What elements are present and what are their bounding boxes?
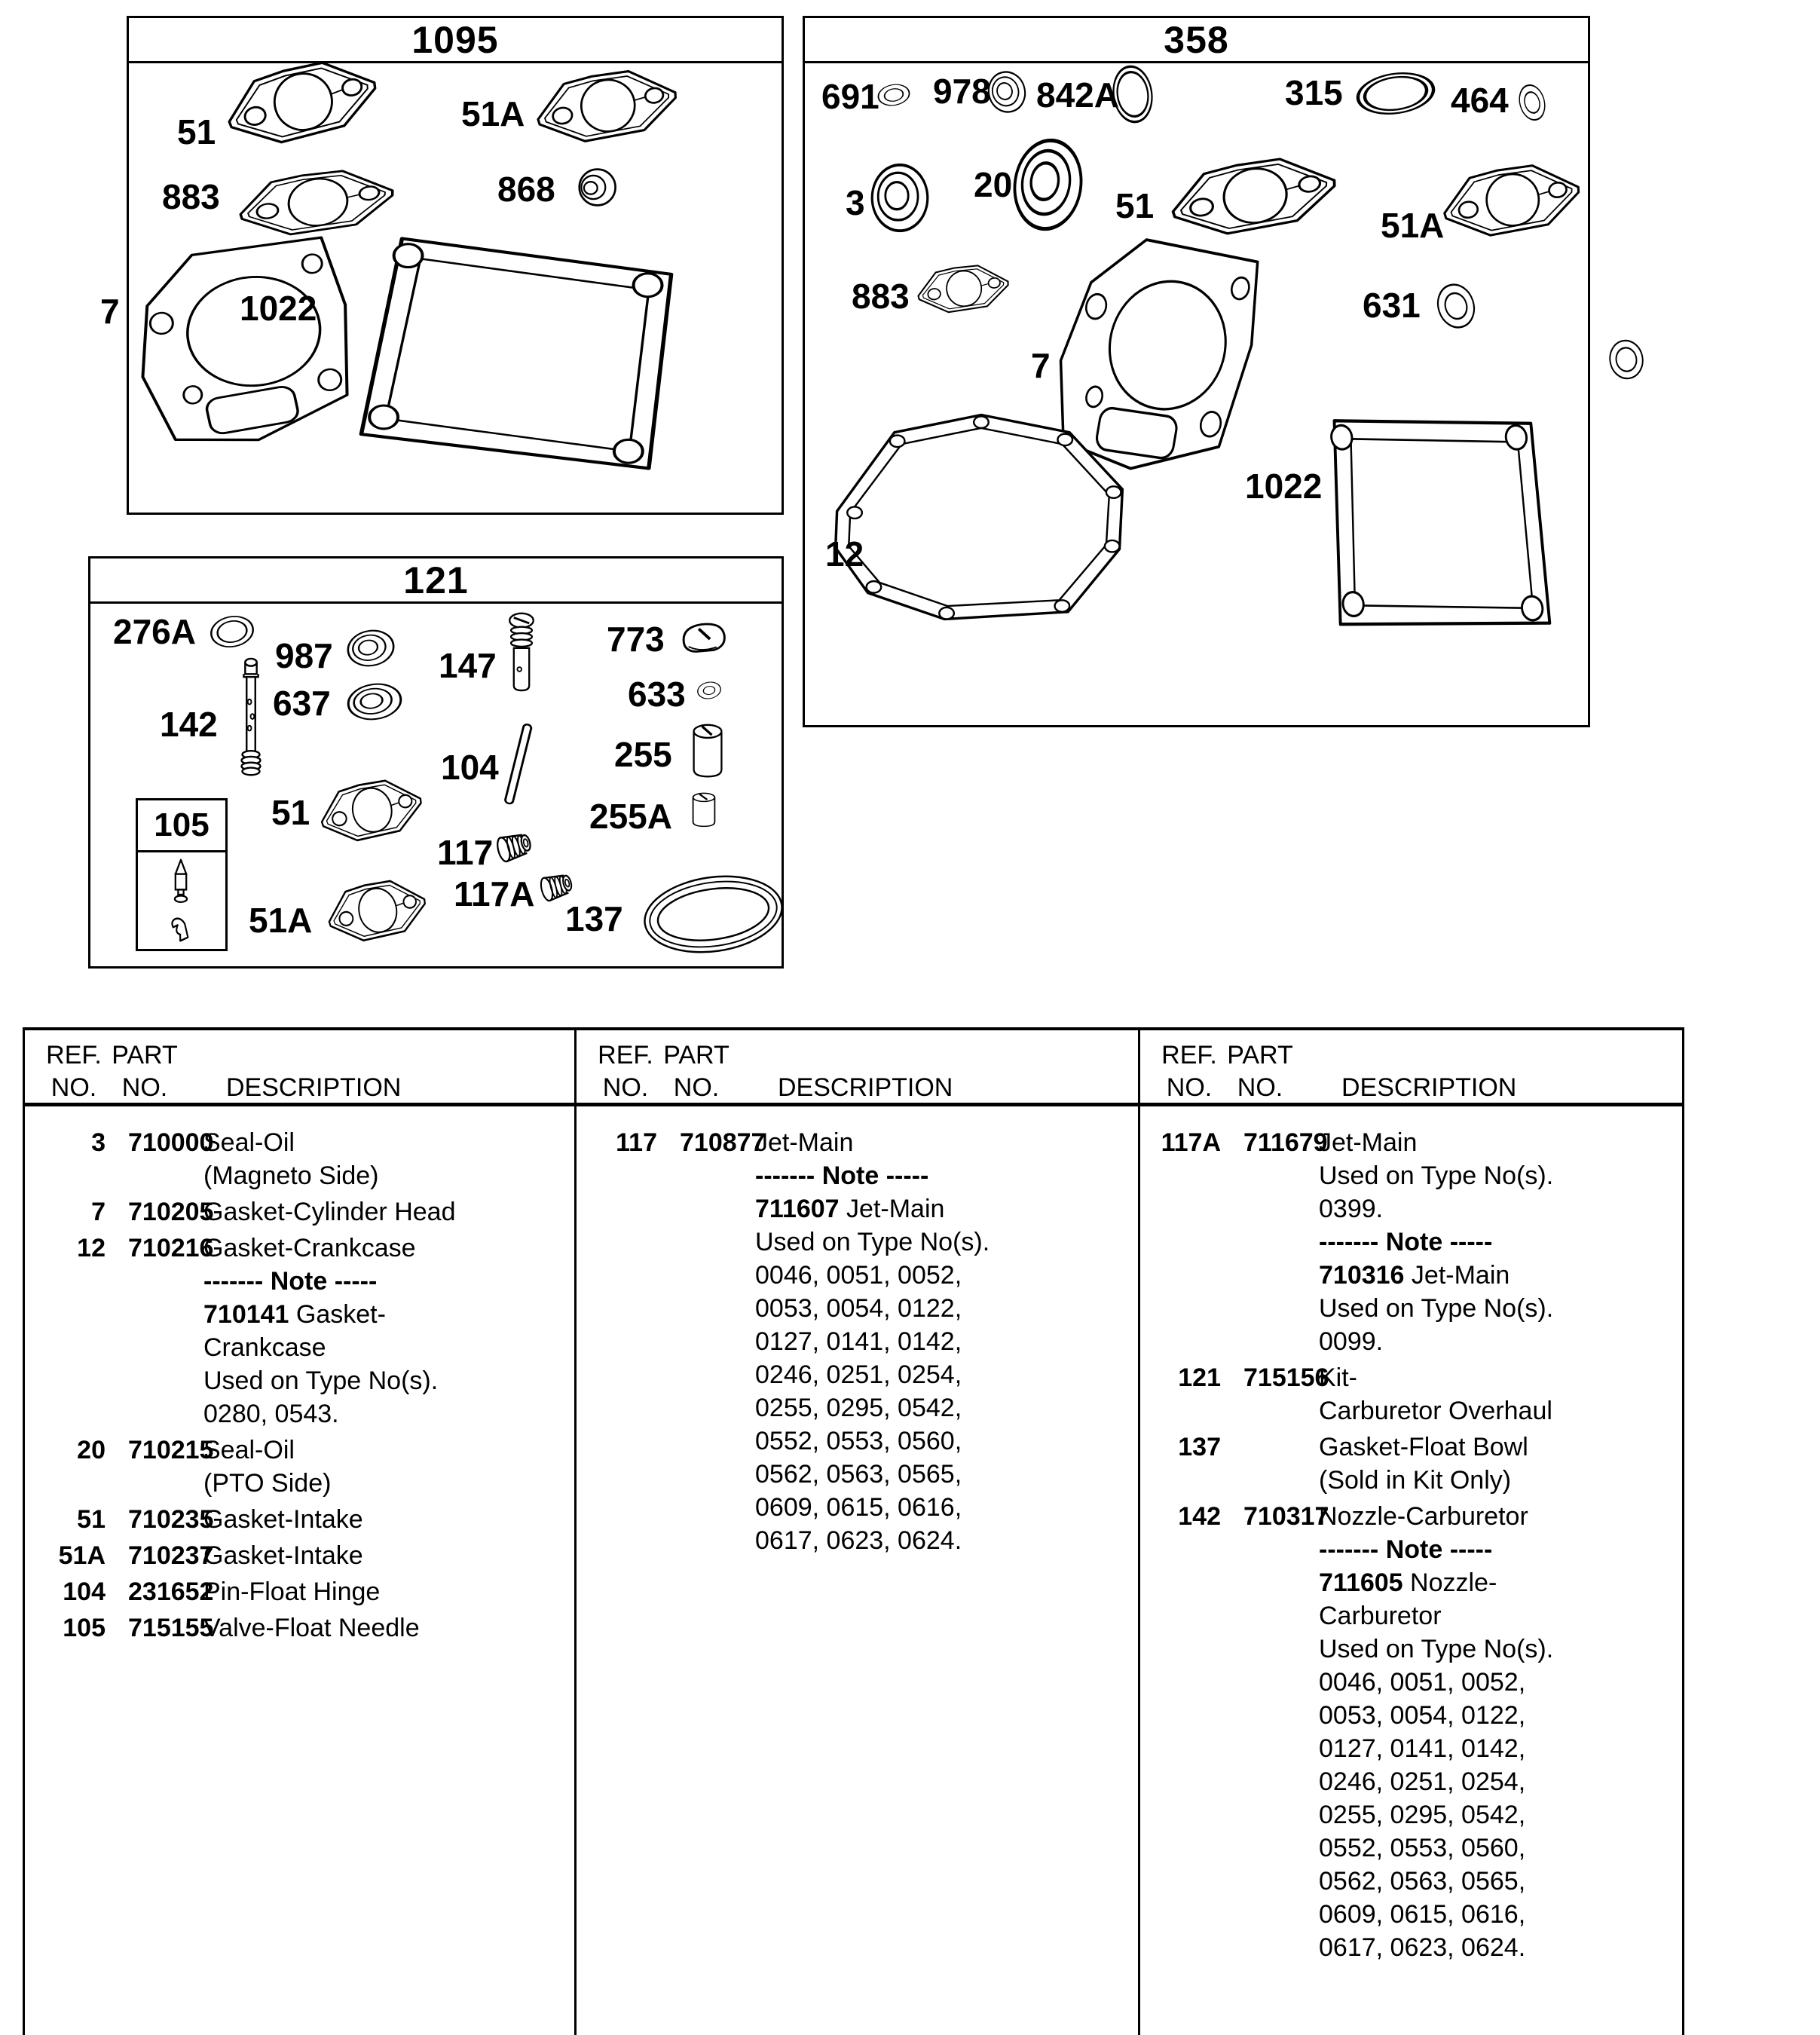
description-line [1319,1396,1552,1426]
part-ref-label: 633 [628,675,686,714]
part-ref-label: 7 [1031,346,1051,385]
description-segment: Gasket-Crankcase [203,1234,416,1262]
description-line [755,1128,853,1158]
ref-no-cell: 51A [58,1541,106,1570]
ring-illustration [1430,277,1482,335]
description-line [203,1233,416,1263]
description-line [1319,1501,1528,1532]
part-ref-label: 20 [974,165,1013,204]
description-line [755,1293,962,1324]
table-top-border [23,1027,1684,1030]
table-header-separator [23,1103,1684,1106]
oring-illustration [635,864,791,965]
description-line [1319,1161,1553,1191]
description-line [1319,1194,1383,1224]
description-line [1319,1227,1492,1257]
ref-no-cell: 3 [91,1128,106,1157]
description-line [1319,1432,1528,1462]
description-line [1319,1260,1510,1290]
description-segment: ------- Note ----- [755,1161,929,1190]
part-ref-label: 117A [454,874,535,913]
header-ref-no: NO. [1166,1073,1213,1102]
description-line [203,1128,295,1158]
part-ref-label: 868 [497,170,555,209]
description-segment: 0046, 0051, 0052, [755,1261,962,1290]
description-segment: 710141 [203,1300,289,1329]
header-description: DESCRIPTION [1341,1073,1517,1102]
description-segment: 0046, 0051, 0052, [1319,1668,1526,1697]
description-segment: Gasket-Cylinder Head [203,1198,456,1226]
figure-title: 1095 [129,18,782,63]
description-line [1319,1734,1525,1764]
description-segment: Used on Type No(s). [755,1228,990,1256]
description-line [755,1393,962,1423]
description-line [755,1459,962,1489]
description-line [203,1613,420,1643]
part-no-cell: 231652 [128,1578,214,1606]
part-no-cell: 715156 [1243,1363,1329,1392]
description-line [755,1327,962,1357]
gasket2-illustration [1432,148,1590,251]
header-part: PART [1227,1041,1293,1070]
part-ref-label: 883 [852,277,910,316]
part-no-cell: 710205 [128,1198,214,1226]
description-segment: 0127, 0141, 0142, [1319,1734,1526,1763]
part-ref-label: 315 [1285,73,1343,112]
ref-no-cell: 117 [616,1128,657,1157]
part-no-cell: 710215 [128,1436,214,1464]
ring-illustration [1514,80,1550,125]
seal-illustration [870,162,930,234]
description-segment: Carburetor [1319,1602,1442,1630]
description-segment: (Sold in Kit Only) [1319,1466,1512,1495]
part-no-cell: 710317 [1243,1502,1329,1531]
header-ref-no: NO. [602,1073,649,1102]
description-line [755,1492,962,1522]
description-line [1319,1767,1525,1797]
gasket2-illustration [1159,139,1348,252]
headgasket-illustration [120,231,362,454]
gasket2-illustration [911,255,1016,322]
needle-illustration [167,857,194,907]
part-ref-label: 464 [1451,81,1509,120]
description-segment: 0099. [1319,1327,1384,1356]
description-segment: 0053, 0054, 0122, [755,1294,962,1323]
description-segment: Gasket- [289,1300,386,1329]
description-line [1319,1667,1525,1697]
ref-no-cell: 121 [1178,1363,1221,1392]
header-ref-no: NO. [50,1073,97,1102]
part-no-cell: 715155 [128,1614,214,1642]
covergasket-illustration [343,226,690,482]
description-segment: (Magneto Side) [203,1161,379,1190]
description-segment: Valve-Float Needle [203,1614,420,1642]
seal-illustration [343,626,399,672]
part-ref-label: 255 [614,735,672,774]
seal-illustration [1005,132,1090,237]
description-segment: 0609, 0615, 0616, [1319,1900,1526,1929]
crankgasket-illustration [825,403,1134,629]
description-segment: Crankcase [203,1333,326,1362]
ref-no-cell: 104 [63,1578,106,1606]
figure-title: 121 [90,558,782,604]
gasket2-illustration [525,54,687,158]
description-segment: Used on Type No(s). [1319,1294,1554,1323]
description-line [755,1161,928,1191]
description-segment: Nozzle-Carburetor [1319,1502,1528,1531]
figure-title: 358 [805,18,1588,63]
part-ref-label: 51A [249,901,313,940]
description-segment: Gasket-Intake [203,1541,363,1570]
description-line [1319,1465,1511,1495]
description-line [203,1399,339,1429]
description-segment: Pin-Float Hinge [203,1578,381,1606]
part-ref-label: 631 [1363,286,1421,325]
part-ref-label: 773 [607,620,665,659]
jet-illustration [491,825,540,868]
seal-illustration [344,679,405,724]
description-segment: 0609, 0615, 0616, [755,1493,962,1522]
part-no-cell: 710216 [128,1234,214,1262]
part-ref-label: 137 [565,899,623,938]
ref-no-cell: 7 [91,1198,106,1226]
description-line [1319,1568,1497,1598]
description-line [1319,1800,1525,1830]
header-ref: REF. [1161,1041,1217,1070]
description-segment: 0617, 0623, 0624. [755,1526,962,1555]
part-ref-label: 978 [933,72,991,111]
description-line [755,1194,944,1224]
cap-illustration [676,615,732,659]
description-segment: Nozzle- [1402,1568,1497,1597]
header-ref: REF. [598,1041,653,1070]
pin-illustration [496,718,540,811]
description-line [203,1366,438,1396]
description-segment: ------- Note ----- [203,1267,378,1296]
part-ref-label: 104 [441,748,499,787]
description-segment: Used on Type No(s). [1319,1635,1554,1663]
description-line [1319,1634,1553,1664]
header-description: DESCRIPTION [226,1073,402,1102]
nozzle-illustration [233,656,269,781]
description-segment: 0053, 0054, 0122, [1319,1701,1526,1730]
description-line [755,1426,962,1456]
description-segment: Used on Type No(s). [203,1366,439,1395]
part-ref-label: 117 [437,833,494,872]
part-ref-label: 691 [821,77,879,116]
description-line [203,1266,377,1296]
description-segment: Seal-Oil [203,1436,295,1464]
header-part-no: NO. [1237,1073,1283,1102]
description-line [203,1299,386,1330]
description-segment: 0246, 0251, 0254, [1319,1767,1526,1796]
cup-illustration [690,722,725,781]
gasket2-illustration [318,866,436,954]
ref-no-cell: 51 [77,1505,106,1534]
ref-no-cell: 20 [77,1436,106,1464]
inset-box-title: 105 [138,800,225,852]
header-part-no: NO. [121,1073,168,1102]
part-ref-label: 51 [271,793,310,832]
description-line [203,1161,378,1191]
description-segment: 0552, 0553, 0560, [1319,1834,1526,1862]
ring-illustration [695,679,723,702]
description-line [1319,1833,1525,1863]
description-segment: 0127, 0141, 0142, [755,1327,962,1356]
description-segment: 710316 [1319,1261,1405,1290]
description-segment: Gasket-Intake [203,1505,363,1534]
description-segment: Jet-Main [1404,1261,1510,1290]
description-line [1319,1932,1525,1963]
part-ref-label: 147 [439,646,497,685]
part-no-cell: 710237 [128,1541,214,1570]
description-segment: 0280, 0543. [203,1400,339,1428]
header-ref: REF. [46,1041,102,1070]
screw-illustration [502,611,541,703]
ref-no-cell: 12 [77,1234,106,1262]
clip-illustration [168,915,194,947]
description-segment: 711607 [755,1195,840,1223]
part-ref-label: 142 [160,705,218,744]
description-line [1319,1293,1553,1324]
header-description: DESCRIPTION [778,1073,953,1102]
description-line [1319,1128,1417,1158]
ring-illustration [1351,66,1441,121]
description-line [755,1525,962,1556]
part-ref-label: 1022 [1245,467,1323,506]
table-column-divider [574,1027,577,2035]
description-segment: Carburetor Overhaul [1319,1397,1552,1425]
ref-no-cell: 137 [1178,1433,1221,1461]
ring-illustration [206,611,258,652]
description-line [1319,1700,1525,1731]
ref-no-cell: 142 [1178,1502,1221,1531]
description-line [203,1577,380,1607]
description-line [203,1468,331,1498]
header-part-no: NO. [673,1073,720,1102]
gasket2-illustration [310,766,432,855]
description-segment: Gasket-Float Bowl [1319,1433,1528,1461]
description-segment: 0617, 0623, 0624. [1319,1933,1526,1962]
description-line [1319,1866,1525,1896]
description-segment: 0552, 0553, 0560, [755,1427,962,1455]
description-segment: (PTO Side) [203,1469,332,1498]
description-line [203,1435,295,1465]
part-no-cell: 711679 [1243,1128,1328,1157]
description-segment: 711605 [1319,1568,1403,1597]
ring-illustration [875,81,913,109]
description-segment: ------- Note ----- [1319,1228,1493,1256]
description-segment: Jet-Main [755,1128,854,1157]
header-part: PART [663,1041,730,1070]
description-segment: 0255, 0295, 0542, [755,1394,962,1422]
description-segment: Jet-Main [1319,1128,1418,1157]
part-ref-label: 255A [589,797,672,836]
part-ref-label: 12 [825,534,864,574]
plug-illustration [572,167,619,208]
ref-no-cell: 117A [1161,1128,1221,1157]
description-line [203,1197,455,1227]
description-line [203,1541,363,1571]
part-ref-label: 987 [275,636,333,675]
description-segment: Jet-Main [839,1195,945,1223]
description-segment: Seal-Oil [203,1128,295,1157]
part-ref-label: 637 [273,684,331,723]
part-ref-label: 276A [113,612,196,651]
part-no-cell: 710877 [680,1128,766,1157]
part-ref-label: 1022 [240,289,317,328]
description-line [203,1504,363,1535]
description-segment: Used on Type No(s). [1319,1161,1554,1190]
part-no-cell: 710000 [128,1128,214,1157]
description-segment: 0562, 0563, 0565, [1319,1867,1526,1896]
description-line [1319,1327,1383,1357]
description-segment: Kit- [1319,1363,1357,1392]
part-ref-label: 883 [162,177,220,216]
part-ref-label: 51A [1381,206,1445,245]
description-line [203,1333,326,1363]
description-segment: 0562, 0563, 0565, [755,1460,962,1489]
part-ref-label: 7 [100,292,120,331]
gasket2-illustration [213,40,390,164]
description-line [1319,1363,1357,1393]
part-ref-label: 3 [846,183,865,222]
part-ref-label: 51 [177,112,216,151]
table-right-border [1682,1027,1684,2035]
description-segment: 0246, 0251, 0254, [755,1360,962,1389]
description-line [755,1227,990,1257]
description-line [755,1260,962,1290]
part-ref-label: 51A [461,94,525,133]
description-line [1319,1899,1525,1929]
covergasket-illustration [1290,372,1581,675]
header-part: PART [112,1041,178,1070]
part-no-cell: 710235 [128,1505,214,1534]
cup-illustration [690,791,717,829]
ring-illustration [1605,335,1648,383]
ref-no-cell: 105 [63,1614,106,1642]
part-ref-label: 51 [1115,186,1155,225]
description-line [755,1360,962,1390]
description-line [1319,1601,1442,1631]
description-segment: 0399. [1319,1195,1384,1223]
part-ref-label: 842A [1036,75,1119,115]
description-line [1319,1535,1492,1565]
description-segment: ------- Note ----- [1319,1535,1493,1564]
description-segment: 0255, 0295, 0542, [1319,1801,1526,1829]
